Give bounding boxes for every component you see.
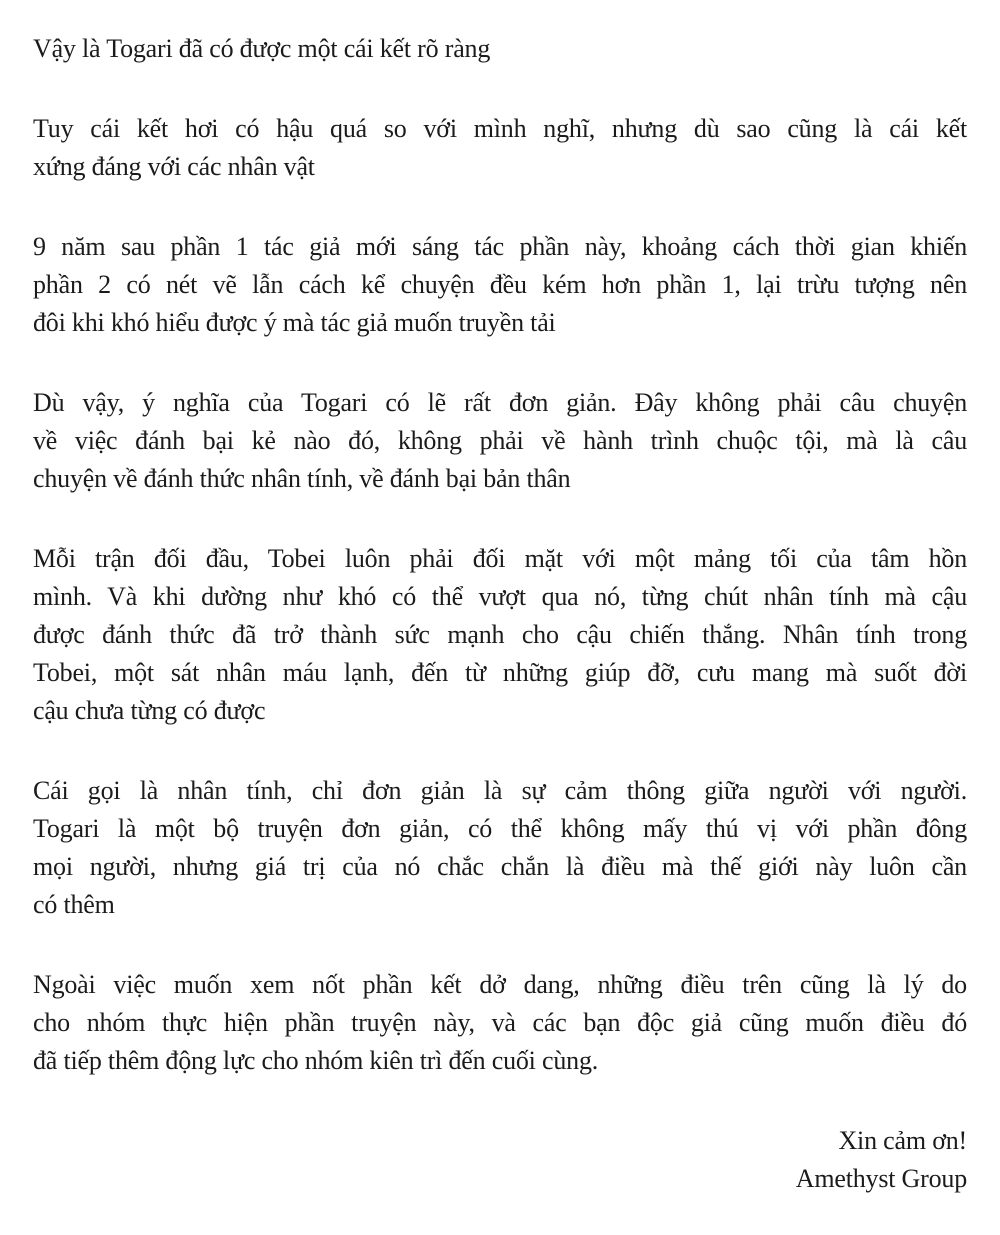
- text-line: Cái gọi là nhân tính, chỉ đơn giản là sự cảm thông giữa người với người.: [33, 776, 967, 805]
- paragraph-5: [33, 540, 967, 730]
- paragraph-2: [33, 110, 967, 186]
- text-line: 9 năm sau phần 1 tác giả mới sáng tác phần này, khoảng cách thời gian khiến: [33, 232, 967, 261]
- paragraph-3: [33, 228, 967, 342]
- paragraph-6: [33, 772, 967, 924]
- text-line: Tuy cái kết hơi có hậu quá so với mình nghĩ, nhưng dù sao cũng là cái kết: [33, 114, 967, 143]
- paragraph-1: [33, 30, 967, 68]
- text-line: chuyện về đánh thức nhân tính, về đánh bại bản thân: [33, 464, 571, 493]
- text-line: được đánh thức đã trở thành sức mạnh cho cậu chiến thắng. Nhân tính trong: [33, 620, 967, 649]
- text-line: Ngoài việc muốn xem nốt phần kết dở dang, những điều trên cũng là lý do: [33, 970, 967, 999]
- text-line: về việc đánh bại kẻ nào đó, không phải về hành trình chuộc tội, mà là câu: [33, 426, 967, 455]
- text-line: mọi người, nhưng giá trị của nó chắc chắn là điều mà thế giới này luôn cần: [33, 852, 967, 881]
- text-line: Dù vậy, ý nghĩa của Togari có lẽ rất đơn giản. Đây không phải câu chuyện: [33, 388, 967, 417]
- text-line: cho nhóm thực hiện phần truyện này, và các bạn độc giả cũng muốn điều đó: [33, 1008, 967, 1037]
- text-line: đôi khi khó hiểu được ý mà tác giả muốn truyền tải: [33, 308, 556, 337]
- text-line: cậu chưa từng có được: [33, 696, 266, 725]
- text-line: Vậy là Togari đã có được một cái kết rõ ràng: [33, 34, 491, 63]
- text-line: Tobei, một sát nhân máu lạnh, đến từ những giúp đỡ, cưu mang mà suốt đời: [33, 658, 967, 687]
- text-line: Mỗi trận đối đầu, Tobei luôn phải đối mặt với một mảng tối của tâm hồn: [33, 544, 967, 573]
- text-line: Togari là một bộ truyện đơn giản, có thể không mấy thú vị với phần đông: [33, 814, 967, 843]
- paragraph-4: [33, 384, 967, 498]
- text-line: xứng đáng với các nhân vật: [33, 152, 315, 181]
- paragraph-7: [33, 966, 967, 1080]
- text-line: đã tiếp thêm động lực cho nhóm kiên trì đến cuối cùng.: [33, 1046, 599, 1075]
- signature-block: [33, 1122, 967, 1198]
- text-line: phần 2 có nét vẽ lẫn cách kể chuyện đều kém hơn phần 1, lại trừu tượng nên: [33, 270, 967, 299]
- signature-thanks: Xin cảm ơn!: [838, 1126, 967, 1155]
- signature-group-name: Amethyst Group: [795, 1164, 967, 1193]
- text-line: mình. Và khi dường như khó có thể vượt qua nó, từng chút nhân tính mà cậu: [33, 582, 967, 611]
- text-line: có thêm: [33, 890, 115, 919]
